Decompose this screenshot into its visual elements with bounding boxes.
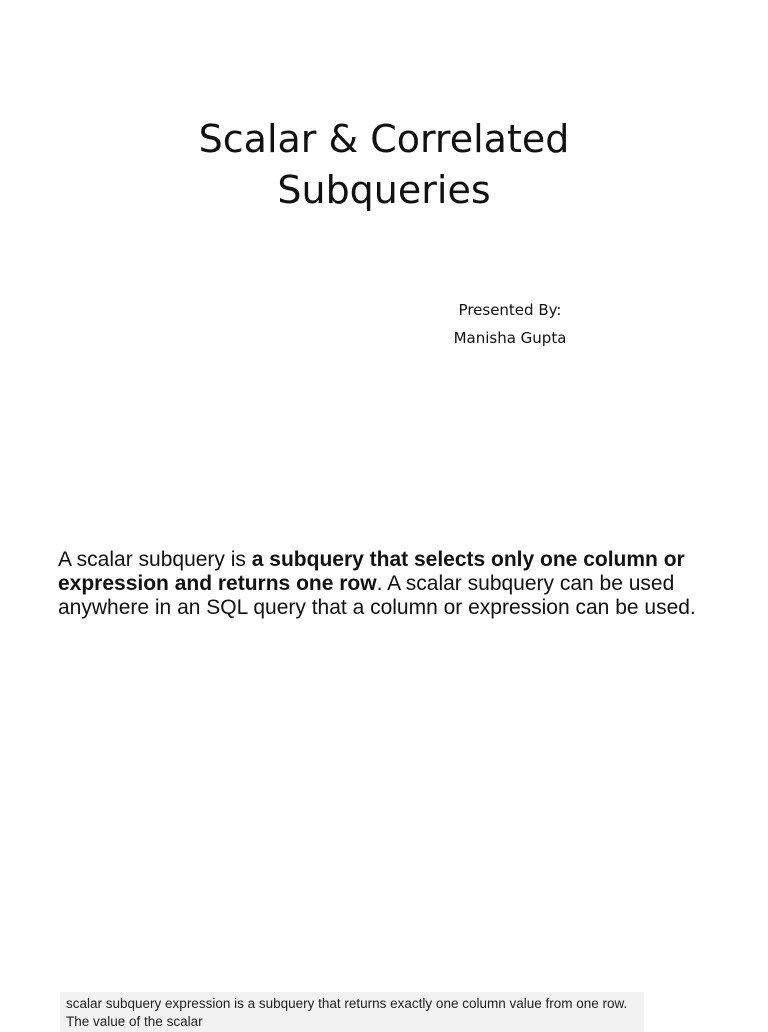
definition-bold-phrase: a subquery that selects only one column or expression and returns one row bbox=[58, 548, 685, 595]
slide-title-line-1: Scalar & Correlated bbox=[198, 117, 570, 161]
definition-intro: A scalar subquery is bbox=[58, 548, 252, 571]
excerpt-box bbox=[60, 992, 644, 1032]
presenter-block bbox=[410, 296, 610, 352]
presenter-name: Manisha Gupta bbox=[453, 329, 567, 347]
slide-title bbox=[0, 114, 768, 216]
definition-rest: . A scalar subquery can be used anywhere in an SQL query that a column or expression can be used. bbox=[58, 572, 696, 619]
scalar-subquery-definition bbox=[58, 548, 718, 620]
excerpt-text: scalar subquery expression is a subquery that returns exactly one column value from one row. The value of the scalar bbox=[66, 996, 628, 1029]
slide-title-line-2: Subqueries bbox=[277, 168, 491, 212]
presenter-label: Presented By: bbox=[458, 301, 562, 319]
